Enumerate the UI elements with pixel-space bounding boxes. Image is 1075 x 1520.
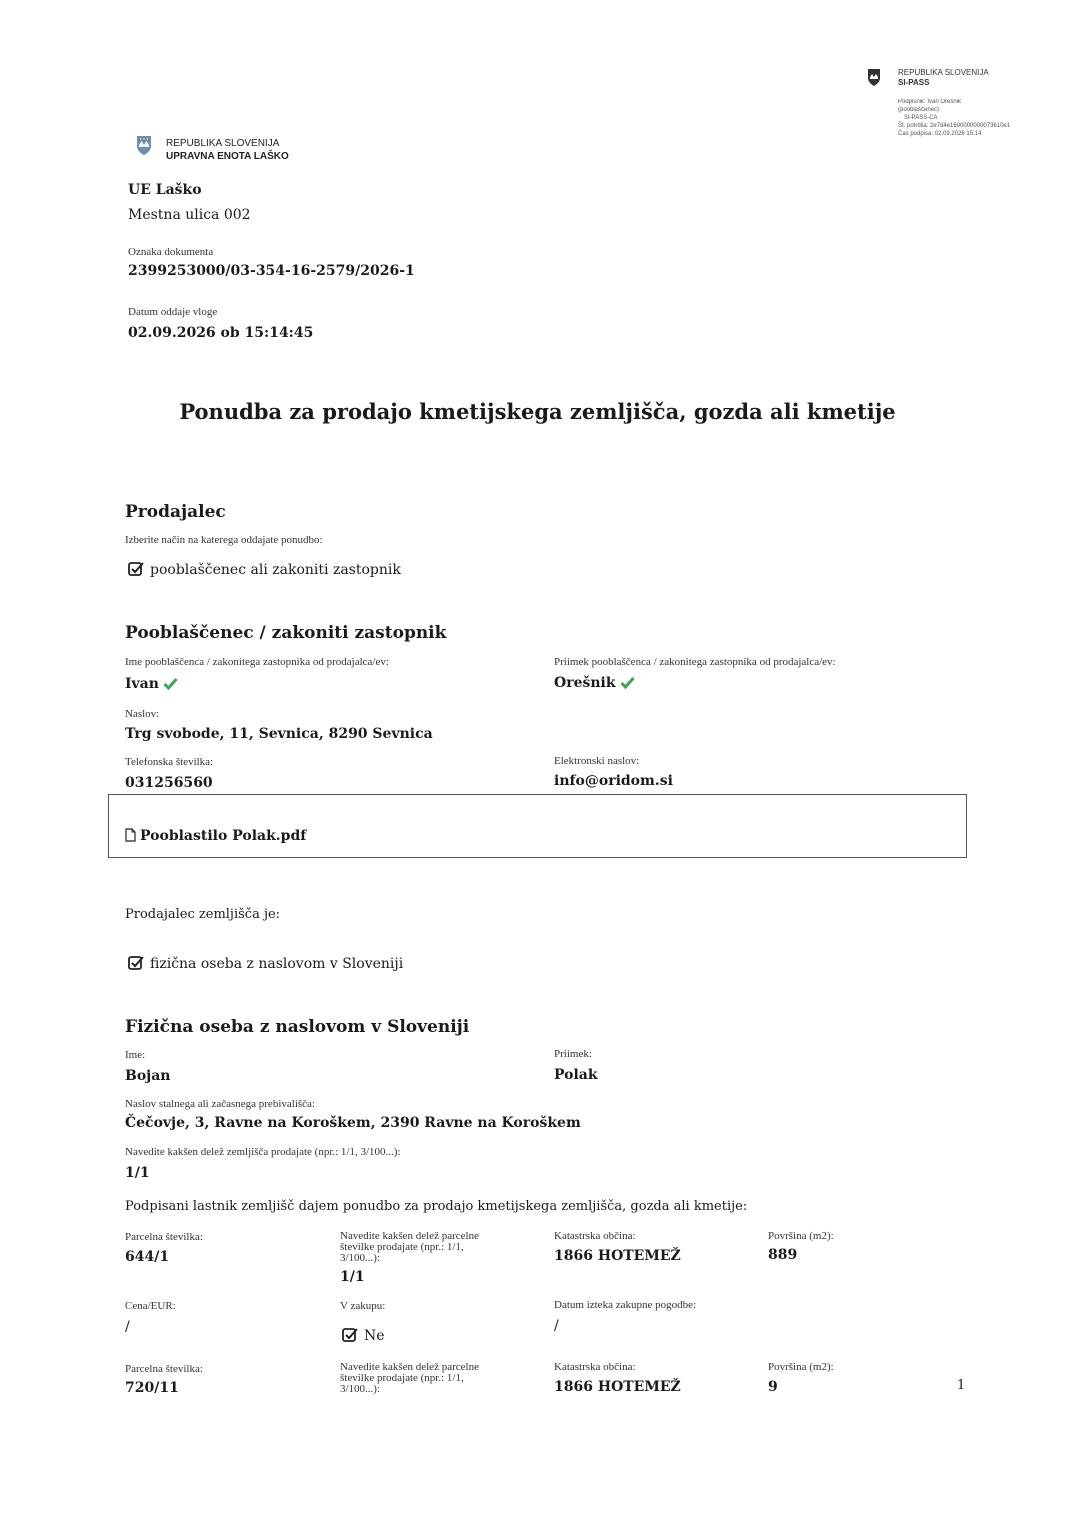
agent-email: info@oridom.si [554,773,673,789]
checkbox-checked-icon [342,1327,359,1343]
agent-email-label: Elektronski naslov: [554,755,640,767]
agent-first-name [125,676,178,692]
office-name: UE Laško [128,182,202,198]
signature-line: Podpisnik: Ivan Orešnik [898,99,962,105]
parcel-cadastral-label: Katastrska občina: [554,1230,636,1242]
parcel-number-label: Parcelna številka: [125,1363,203,1375]
parcel-area-label: Površina (m2): [768,1361,834,1373]
agent-first-name-label: Ime pooblaščenca / zakonitega zastopnika od prodajalca/ev: [125,656,389,668]
check-mark-icon [620,676,635,689]
parcel-area-label: Površina (m2): [768,1230,834,1242]
agent-heading: Pooblaščenec / zakoniti zastopnik [125,623,447,643]
checkbox-checked-icon [128,955,145,971]
parcel-cadastral: 1866 HOTEMEŽ [554,1248,681,1264]
seller-choice-label: pooblaščenec ali zakoniti zastopnik [150,562,401,578]
signature-block [866,66,1026,146]
agent-last-name-label: Priimek pooblaščenca / zakonitega zastopnika od prodajalca/ev: [554,656,836,668]
parcel-lease-value: Ne [364,1328,385,1344]
agent-phone-label: Telefonska številka: [125,756,214,768]
submitted-value: 02.09.2026 ob 15:14:45 [128,325,314,341]
parcel-share-label-line: 3/100...): [340,1252,381,1264]
signature-line: Čas podpisa: 02.09.2026 15:14 [898,131,982,137]
attachment-filename: Pooblastilo Polak.pdf [140,828,307,844]
parcel-number-label: Parcelna številka: [125,1231,203,1243]
parcel-number: 644/1 [125,1249,170,1265]
signature-line: Št. potrdila: 2e7d4e1600000000073610e1 [898,123,1011,129]
coat-of-arms-icon [866,68,882,88]
parcel-share-label-line: Navedite kakšen delež parcelne [340,1230,479,1242]
checkbox-checked-icon [128,561,145,577]
parcel-share-label-line: Navedite kakšen delež parcelne [340,1361,479,1373]
signature-line: (pooblaščenec) [898,107,940,113]
signature-line: SI-PASS-CA [904,115,938,121]
parcel-share-label-line: 3/100...): [340,1383,381,1395]
parcel-lease-end: / [554,1318,559,1334]
parcel-cadastral-label: Katastrska občina: [554,1361,636,1373]
office-address: Mestna ulica 002 [128,207,251,223]
parcel-lease [342,1327,385,1344]
person-last-name: Polak [554,1067,598,1083]
seller-type-prompt: Prodajalec zemljišča je: [125,907,281,922]
person-share: 1/1 [125,1165,150,1181]
seller-type-choice-label: fizična oseba z naslovom v Sloveniji [150,956,404,972]
offer-statement: Podpisani lastnik zemljišč dajem ponudbo za prodajo kmetijskega zemljišča, gozda ali kmetije: [125,1199,748,1214]
agent-address: Trg svobode, 11, Sevnica, 8290 Sevnica [125,726,433,742]
parcel-cadastral: 1866 HOTEMEŽ [554,1379,681,1395]
issuer-line1: REPUBLIKA SLOVENIJA [166,138,280,149]
seller-heading: Prodajalec [125,502,226,522]
parcel-share-label [340,1231,479,1264]
issuer-line2: UPRAVNA ENOTA LAŠKO [166,151,289,162]
parcel-area: 9 [768,1379,778,1395]
seller-type-choice [128,955,403,972]
parcel-area: 889 [768,1247,798,1263]
doc-ref-label: Oznaka dokumenta [128,246,214,258]
signature-org-line1: REPUBLIKA SLOVENIJA [898,68,989,77]
parcel-number: 720/11 [125,1380,179,1396]
person-address: Čečovje, 3, Ravne na Koroškem, 2390 Ravne na Koroškem [125,1115,581,1131]
coat-of-arms-icon [136,135,152,157]
agent-last-name [554,675,635,691]
doc-ref-value: 2399253000/03-354-16-2579/2026-1 [128,263,415,279]
person-heading: Fizična oseba z naslovom v Sloveniji [125,1017,470,1037]
parcel-share-label-line: številke prodajate (npr.: 1/1, [340,1241,464,1253]
check-mark-icon [163,677,178,690]
agent-phone: 031256560 [125,775,213,791]
page-title: Ponudba za prodajo kmetijskega zemljišča, gozda ali kmetije [179,399,896,424]
attachment-link[interactable] [125,828,306,844]
parcel-lease-label: V zakupu: [340,1300,386,1312]
parcel-share: 1/1 [340,1269,365,1285]
agent-first-name-value: Ivan [125,676,159,692]
person-address-label: Naslov stalnega ali začasnega prebivališča: [125,1098,315,1110]
agent-last-name-value: Orešnik [554,675,616,691]
document-icon [125,828,136,842]
submitted-label: Datum oddaje vloge [128,306,218,318]
page-number: 1 [957,1378,966,1393]
person-first-name: Bojan [125,1068,171,1084]
attachment-box [108,794,967,858]
seller-prompt: Izberite način na katerega oddajate ponudbo: [125,534,323,546]
parcel-price: / [125,1319,130,1335]
parcel-price-label: Cena/EUR: [125,1300,176,1312]
parcel-share-label-line: številke prodajate (npr.: 1/1, [340,1372,464,1384]
parcel-lease-end-label: Datum izteka zakupne pogodbe: [554,1299,697,1311]
person-first-name-label: Ime: [125,1049,146,1061]
signature-org-line2: SI-PASS [898,78,930,87]
seller-choice [128,561,401,578]
person-last-name-label: Priimek: [554,1048,592,1060]
agent-address-label: Naslov: [125,708,160,720]
person-share-label: Navedite kakšen delež zemljišča prodajate (npr.: 1/1, 3/100...): [125,1146,401,1158]
parcel-share-label [340,1362,479,1395]
